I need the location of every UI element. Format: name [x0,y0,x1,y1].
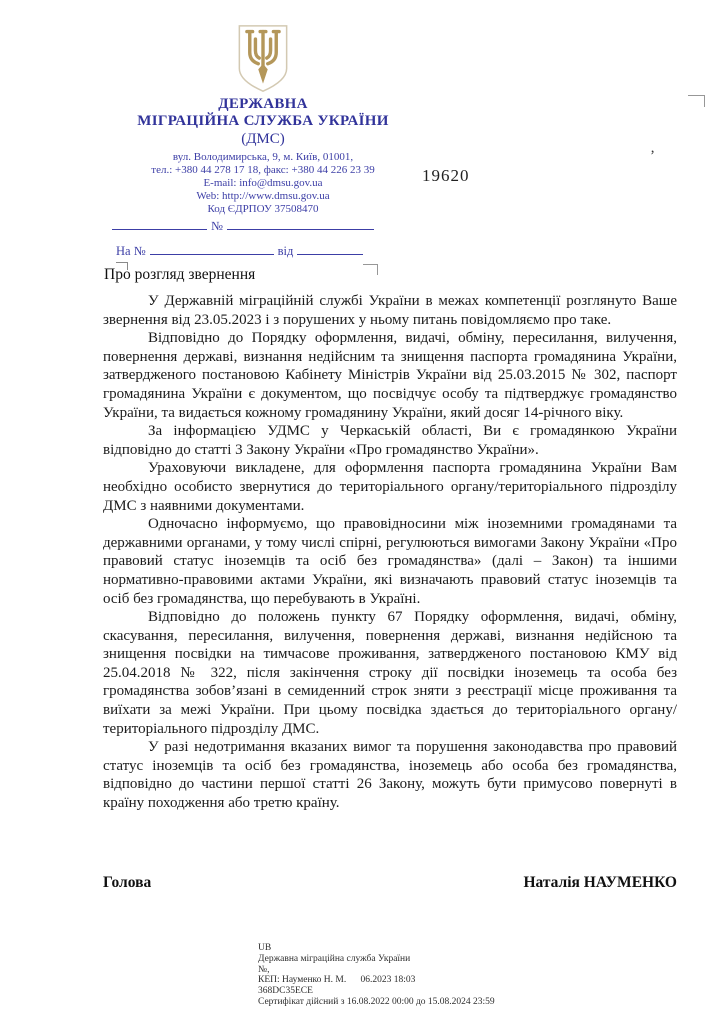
signer-name: Наталія НАУМЕНКО [523,874,677,891]
paragraph: У разі недотримання вказаних вимог та порушення законодавства про правовий статус іноземців та осіб без громадянства, іноземець або особа без громадянства, відповідно до частини першої статті 26 Закону, можуть бути примусово повернуті в країну походження або третю країну. [103,739,677,812]
stray-comma-mark: ’ [650,148,655,164]
org-edrpou-code: Код ЄДРПОУ 37508470 [207,203,319,215]
org-website: Web: http://www.dmsu.gov.ua [196,190,330,202]
paragraph: Відповідно до Порядку оформлення, видачі, обміну, пересилання, вилучення, повернення державі, визнання недійсним та знищення паспорта громадянина України, затвердженого постановою Кабінету Міністрів України від 25.03.2015 № 302, паспорт громадянина України є документом, що посвідчує особу та підтверджує громадянство України, та видається кожному громадянину України, який досяг 14-річного віку. [103,330,677,421]
org-email: E-mail: info@dmsu.gov.ua [203,177,323,189]
letter-body [103,292,677,813]
paragraph: Ураховуючи викладене, для оформлення паспорта громадянина України Вам необхідно особисто звернутися до територіального органу/територіального підрозділу ДМС з наявними документами. [103,460,677,514]
paragraph: У Державній міграційній службі України в межах компетенції розглянуто Ваше звернення від 23.05.2023 і з порушених у ньому питань повідомляємо про таке. [103,293,677,328]
org-address: вул. Володимирська, 9, м. Київ, 01001, [172,151,354,163]
incoming-number-row [112,243,402,259]
stamp-line: Державна міграційна служба України [258,953,411,964]
paragraph: Відповідно до положень пункту 67 Порядку оформлення, видачі, обміну, скасування, пересилання, вилучення, повернення державі, визнання недійсною та знищення посвідки на тимчасове проживання, затвердженого постановою КМУ від 25.04.2018 № 322, після закінчення строку дії посвідки іноземець та особа без громадянства зобов’язані в семиденний строк зняти з реєстрації місце проживання та виїхати за межі України. При цьому посвідка здається до територіального органу/територіального підрозділу ДМС. [103,609,677,737]
incoming-number-blank [150,243,274,255]
crop-mark-top-right [688,95,705,107]
crop-mark-subject [363,264,378,275]
paragraph: Одночасно інформуємо, що правовідносини між іноземними громадянами та державними органами, у тому числі спірні, регулюються вимогами Закону України «Про правовий статус іноземців та осіб без громадянства» (далі – Закон) та іншими нормативно-правовими актами України, які визначають правовий статус іноземців та осіб без громадянства, що перебувають в Україні. [103,516,677,607]
org-name-line2: МІГРАЦІЙНА СЛУЖБА УКРАЇНИ [137,113,389,129]
letterhead [88,24,438,216]
org-abbreviation: (ДМС) [241,131,285,147]
stamp-line: 368DC35ECE [258,986,313,997]
signature-row [103,874,677,892]
letter-subject: Про розгляд звернення [104,266,256,283]
paragraph: За інформацією УДМС у Черкаській області, Ви є громадянкою України відповідно до статті 3 Закону України «Про громадянство України». [103,423,677,458]
outgoing-number-row [112,218,402,234]
ukraine-trident-emblem-icon [234,24,292,94]
stamp-line: Сертифікат дійсний з 16.08.2022 00:00 до 15.08.2024 23:59 [258,996,495,1007]
stamp-line: UB [258,943,272,953]
reference-block [112,218,402,259]
stamp-line: №, [258,964,270,975]
incoming-date-blank [297,243,363,255]
digital-signature-stamp [258,943,495,1008]
on-number-label: На № [116,244,146,258]
stamp-line: КЕП: Науменко Н. М. 06.2023 18:03 [258,975,416,986]
org-name-line1: ДЕРЖАВНА [218,96,308,112]
outgoing-date-blank [112,218,207,230]
handwritten-doc-number: 19620 [422,166,470,185]
number-sign-label: № [211,219,223,233]
signer-title: Голова [103,874,152,891]
org-phone-fax: тел.: +380 44 278 17 18, факс: +380 44 226 23 39 [151,164,375,176]
from-date-label: від [277,244,294,258]
outgoing-number-blank [227,218,374,230]
